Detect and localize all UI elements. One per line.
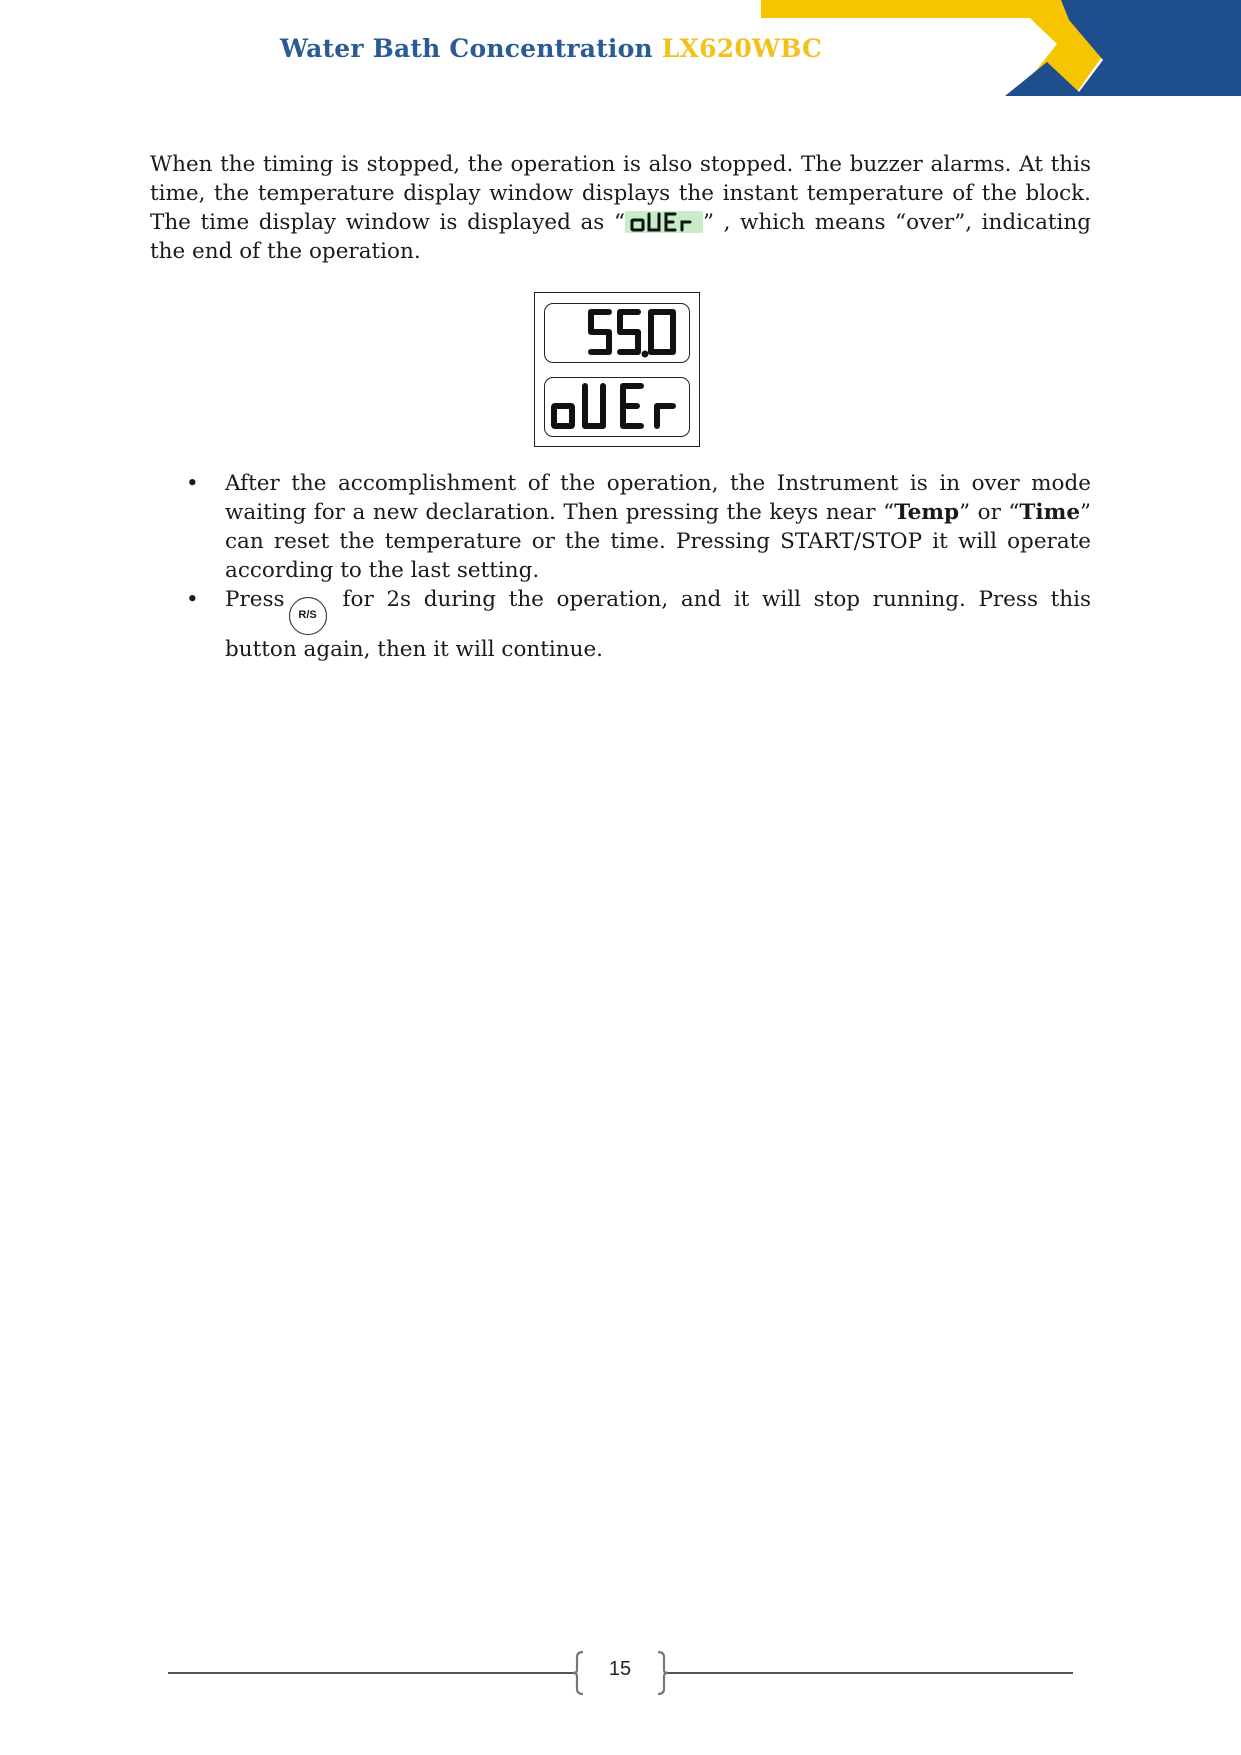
- rs-button-icon: R/S: [289, 597, 327, 635]
- footer-right-brace-icon: [655, 1651, 669, 1695]
- header-title-main: Water Bath Concentration: [280, 34, 653, 63]
- header-corner-graphic: [761, 0, 1241, 96]
- intro-section: [150, 150, 1091, 266]
- document-header-title: [280, 34, 822, 63]
- bullet-marker: •: [186, 471, 199, 496]
- instruction-list: [150, 469, 1091, 664]
- footer-left-brace-icon: [572, 1651, 586, 1695]
- temp-key-label: Temp: [894, 500, 960, 525]
- decimal-point: [642, 351, 649, 358]
- page-number: 15: [608, 1658, 632, 1680]
- intro-text-before: When the timing is stopped, the operation is also stopped. The buzzer alarms. At this time, the temperature display window displays the instant temperature of the block. The time display window is displayed as “: [150, 152, 1091, 235]
- list-item: [150, 585, 1091, 664]
- instrument-display: [534, 292, 700, 447]
- bullet-text: Press: [225, 587, 285, 612]
- footer-rule-left: [168, 1672, 573, 1674]
- time-key-label: Time: [1019, 500, 1081, 525]
- time-display-window: [544, 377, 690, 437]
- temperature-lcd-digits: [545, 304, 688, 361]
- bullet-text: for 2s during the operation, and it will stop running. Press this button again, then it will continue.: [225, 587, 1091, 662]
- bullet-text: After the accomplishment of the operation, the Instrument is in over mode waiting for a new declaration. Then pressing the keys near “: [225, 471, 1091, 525]
- inline-lcd-over-glyphs: [629, 211, 699, 233]
- intro-paragraph: [150, 150, 1091, 266]
- bullet-marker: •: [186, 587, 199, 612]
- header-title-model: LX620WBC: [661, 34, 823, 63]
- bullet-text: ” or “: [959, 500, 1020, 525]
- intro-text-after: ” , which means “over”, indicating the end of the operation.: [150, 210, 1092, 264]
- bullet-text: ” can reset the temperature or the time. Pressing START/STOP it will operate according to the last setting.: [225, 500, 1092, 583]
- inline-lcd-over: [625, 211, 703, 233]
- temperature-display-window: [544, 303, 690, 363]
- time-lcd-over-glyphs: [545, 378, 688, 435]
- list-item: [150, 469, 1091, 585]
- footer-rule-right: [665, 1672, 1073, 1674]
